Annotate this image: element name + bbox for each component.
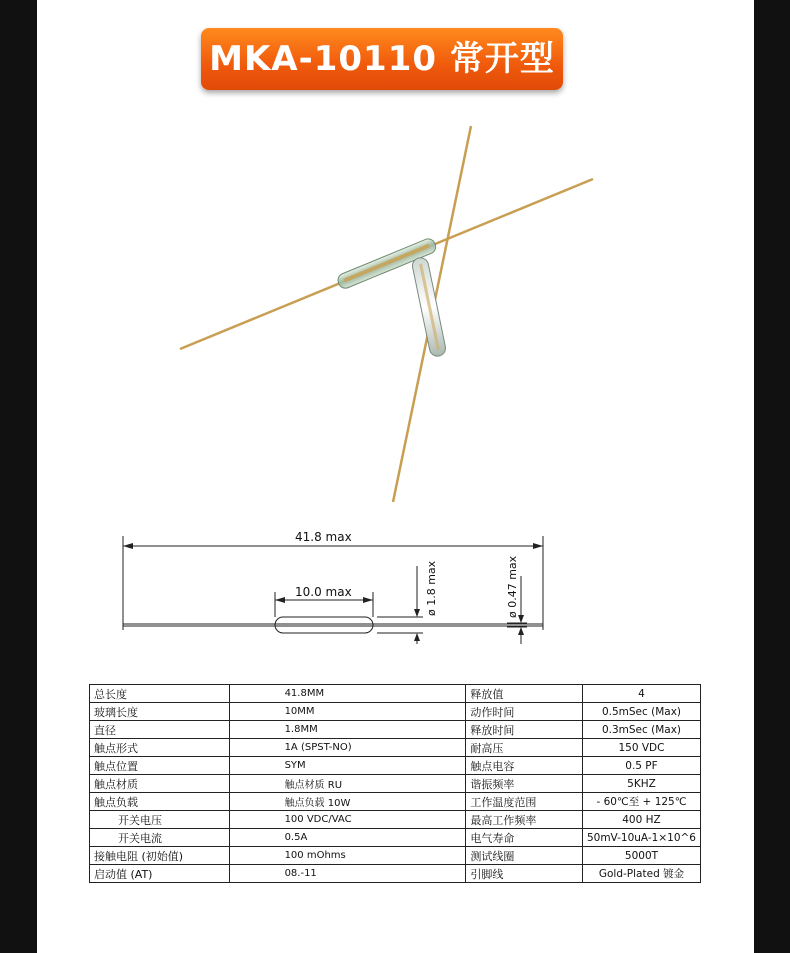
spec-value-2: 0.5 PF	[582, 757, 700, 775]
spec-label-2: 释放值	[466, 685, 583, 703]
product-page	[37, 0, 754, 953]
product-photo	[37, 110, 754, 520]
spec-value: 10MM	[229, 703, 466, 721]
spec-value-2: 4	[582, 685, 700, 703]
spec-label-2: 动作时间	[466, 703, 583, 721]
spec-label-2: 引脚线	[466, 865, 583, 883]
spec-value-2: 400 HZ	[582, 811, 700, 829]
spec-label-2: 触点电容	[466, 757, 583, 775]
lead-diameter-label: ø 0.47 max	[506, 555, 519, 618]
spec-label: 接触电阻 (初始值)	[90, 847, 230, 865]
spec-row	[90, 703, 701, 721]
spec-value-2: 0.5mSec (Max)	[582, 703, 700, 721]
spec-value-2: Gold-Plated 镀金	[582, 865, 700, 883]
dimension-drawing	[37, 520, 754, 670]
glass-length-label: 10.0 max	[295, 585, 352, 599]
spec-value-2: 5KHZ	[582, 775, 700, 793]
spec-value: 1A (SPST-NO)	[229, 739, 466, 757]
glass-diameter-label: ø 1.8 max	[425, 560, 438, 616]
spec-label-2: 谐振频率	[466, 775, 583, 793]
spec-label: 开关电压	[90, 811, 230, 829]
spec-label-2: 测试线圈	[466, 847, 583, 865]
spec-label: 玻璃长度	[90, 703, 230, 721]
spec-value-2: 150 VDC	[582, 739, 700, 757]
spec-label: 启动值 (AT)	[90, 865, 230, 883]
spec-value: 41.8MM	[229, 685, 466, 703]
spec-row	[90, 811, 701, 829]
title-banner: MKA-10110 常开型	[201, 28, 563, 90]
spec-table	[89, 684, 701, 883]
spec-row	[90, 721, 701, 739]
spec-value: 100 VDC/VAC	[229, 811, 466, 829]
spec-value-2: 5000T	[582, 847, 700, 865]
spec-label: 直径	[90, 721, 230, 739]
spec-label: 总长度	[90, 685, 230, 703]
spec-value: 100 mOhms	[229, 847, 466, 865]
spec-value: SYM	[229, 757, 466, 775]
spec-row	[90, 865, 701, 883]
spec-row	[90, 685, 701, 703]
spec-label-2: 释放时间	[466, 721, 583, 739]
spec-row	[90, 847, 701, 865]
spec-row	[90, 775, 701, 793]
spec-value-2: - 60℃至 + 125℃	[582, 793, 700, 811]
spec-label-2: 工作温度范围	[466, 793, 583, 811]
spec-label-2: 电气寿命	[466, 829, 583, 847]
spec-row	[90, 793, 701, 811]
spec-label: 触点位置	[90, 757, 230, 775]
spec-row	[90, 739, 701, 757]
spec-row	[90, 757, 701, 775]
spec-value-2: 0.3mSec (Max)	[582, 721, 700, 739]
spec-value: 1.8MM	[229, 721, 466, 739]
spec-value: 08.-11	[229, 865, 466, 883]
total-length-label: 41.8 max	[295, 530, 352, 544]
spec-value: 触点材质 RU	[229, 775, 466, 793]
spec-label: 触点形式	[90, 739, 230, 757]
spec-label: 开关电流	[90, 829, 230, 847]
spec-label-2: 最高工作频率	[466, 811, 583, 829]
spec-row	[90, 829, 701, 847]
spec-value: 0.5A	[229, 829, 466, 847]
spec-label: 触点负载	[90, 793, 230, 811]
spec-label: 触点材质	[90, 775, 230, 793]
spec-value: 触点负载 10W	[229, 793, 466, 811]
spec-label-2: 耐高压	[466, 739, 583, 757]
spec-value-2: 50mV-10uA-1×10^6	[582, 829, 700, 847]
